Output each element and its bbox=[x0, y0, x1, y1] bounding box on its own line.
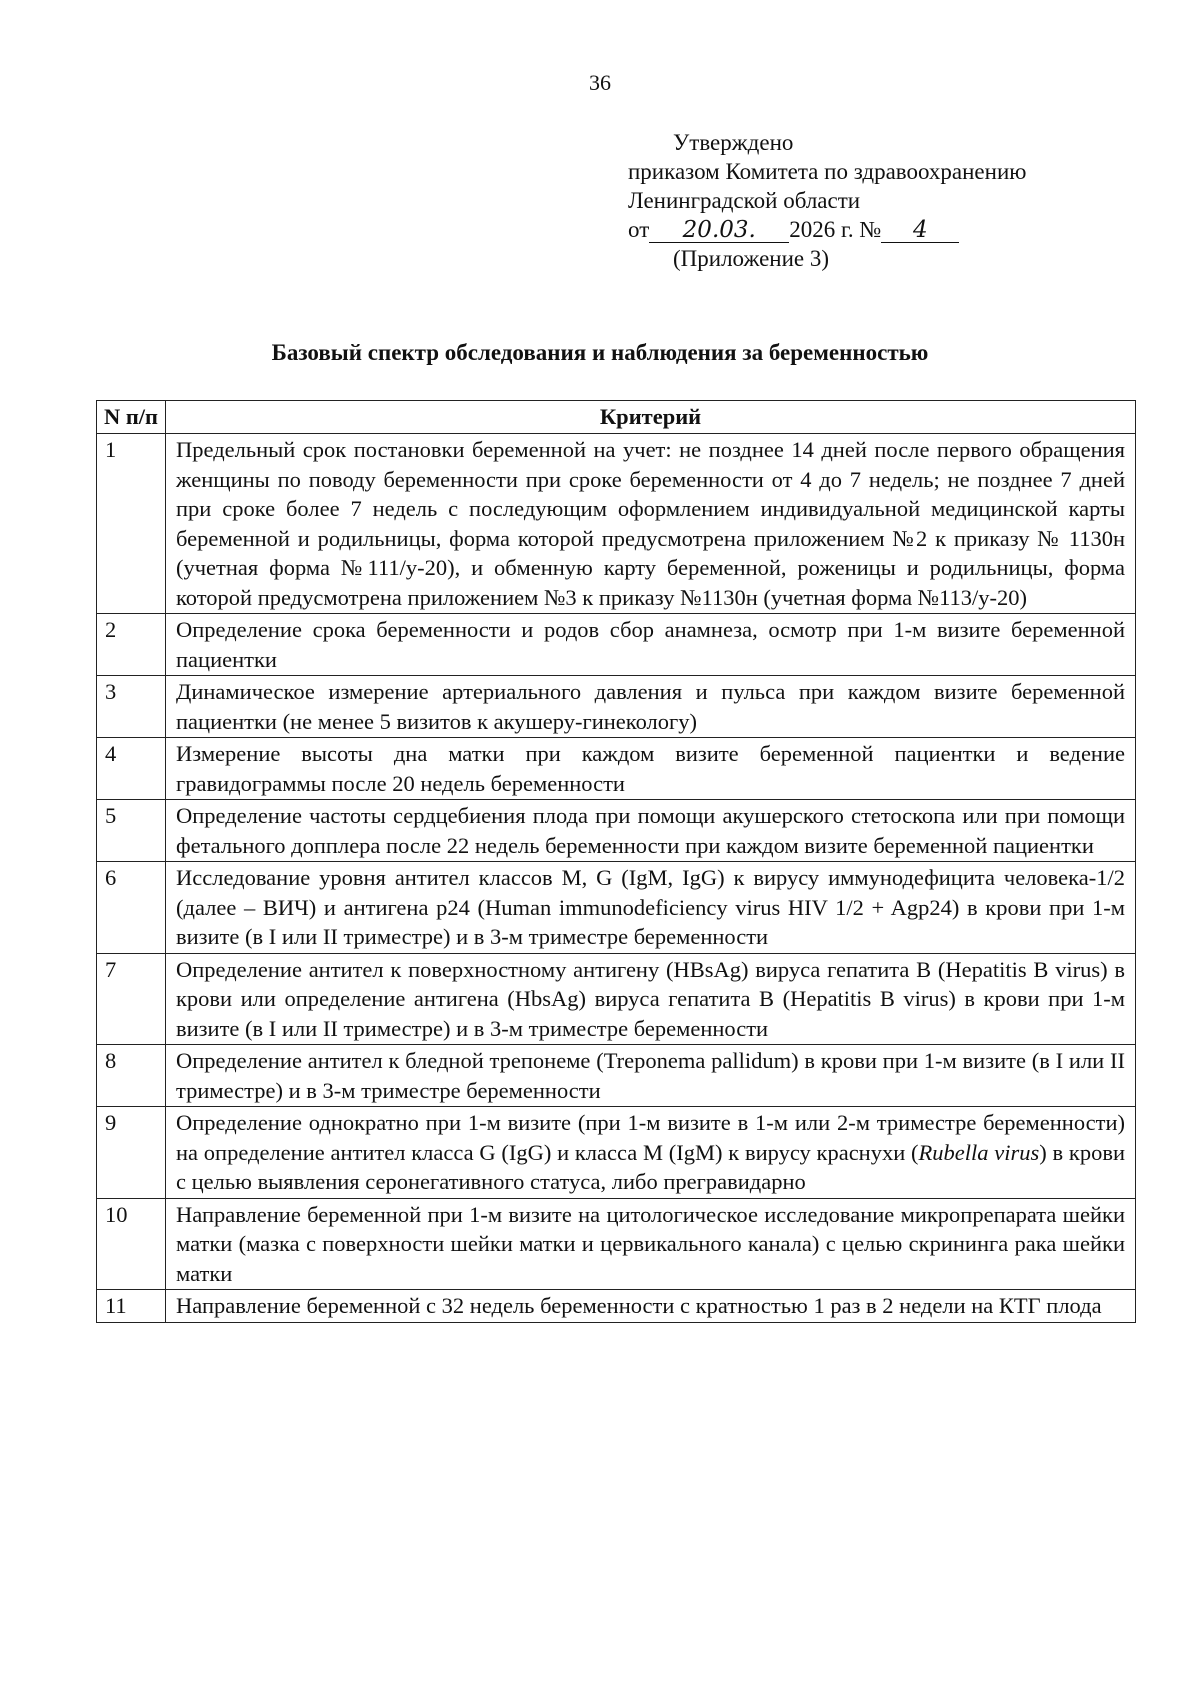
approval-year: 2026 г. № bbox=[789, 217, 882, 242]
row-number: 2 bbox=[97, 614, 166, 676]
approval-order-line: приказом Комитета по здравоохранению bbox=[628, 159, 1027, 184]
row-criterion: Направление беременной при 1-м визите на цитологическое исследование микропрепарата шейки матки (мазка с поверхности шейки матки и цервикального канала) с целью скрининга рака шейки матки bbox=[166, 1198, 1136, 1290]
row-criterion-italic-term: Rubella virus bbox=[918, 1139, 1040, 1165]
table-row bbox=[97, 1198, 1136, 1290]
row-criterion: Определение антител к поверхностному антигену (HBsAg) вируса гепатита B (Hepatitis B virus) в крови или определение антигена (HbsAg) вируса гепатита B (Hepatitis B virus) в крови при 1-м визите (в I или II триместре) и в 3-м триместре беременности bbox=[166, 953, 1136, 1045]
approval-region-line: Ленинградской области bbox=[628, 188, 861, 213]
table-row bbox=[97, 800, 1136, 862]
handwritten-order-number: 4 bbox=[881, 218, 959, 243]
table-row bbox=[97, 953, 1136, 1045]
row-number: 1 bbox=[97, 434, 166, 614]
row-number: 3 bbox=[97, 676, 166, 738]
header-criterion: Критерий bbox=[166, 401, 1136, 434]
row-criterion: Исследование уровня антител классов M, G (IgM, IgG) к вирусу иммунодефицита человека-1/2 (далее – ВИЧ) и антигена p24 (Human immunodeficiency virus HIV 1/2 + Agp24) в крови при 1-м визите (в I или II триместре) и в 3-м триместре беременности bbox=[166, 862, 1136, 954]
row-number: 7 bbox=[97, 953, 166, 1045]
row-number: 10 bbox=[97, 1198, 166, 1290]
approval-approved: Утверждено bbox=[673, 130, 794, 155]
row-criterion: Предельный срок постановки беременной на учет: не позднее 14 дней после первого обращения женщины по поводу беременности при сроке беременности от 4 до 7 недель; не позднее 7 дней при сроке более 7 недель с последующим оформлением индивидуальной медицинской карты беременной и родильницы, форма которой предусмотрена приложением №2 к приказу № 1130н (учетная форма №111/у-20), и обменную карту беременной, роженицы и родильницы, форма которой предусмотрена приложением №3 к приказу №1130н (учетная форма №113/у-20) bbox=[166, 434, 1136, 614]
table-row bbox=[97, 738, 1136, 800]
criteria-table bbox=[96, 400, 1136, 1323]
approval-appendix: (Приложение 3) bbox=[673, 246, 830, 271]
row-criterion: Направление беременной с 32 недель беременности с кратностью 1 раз в 2 недели на КТГ плода bbox=[166, 1290, 1136, 1323]
row-number: 4 bbox=[97, 738, 166, 800]
row-number: 9 bbox=[97, 1107, 166, 1199]
row-number: 5 bbox=[97, 800, 166, 862]
row-number: 11 bbox=[97, 1290, 166, 1323]
row-criterion-text-before: Определение однократно при 1-м визите (при 1-м визите в 1-м или 2-м триместре беременности) на определение антител класса G (IgG) и класса M (IgM) к вирусу краснухи ( bbox=[176, 1110, 1125, 1165]
row-criterion bbox=[166, 1107, 1136, 1199]
row-criterion: Динамическое измерение артериального давления и пульса при каждом визите беременной пациентки (не менее 5 визитов к акушеру-гинекологу) bbox=[166, 676, 1136, 738]
document-title: Базовый спектр обследования и наблюдения за беременностью bbox=[271, 340, 929, 365]
table-row bbox=[97, 1107, 1136, 1199]
row-number: 6 bbox=[97, 862, 166, 954]
page-number: 36 bbox=[589, 70, 611, 95]
table-row bbox=[97, 434, 1136, 614]
table-row bbox=[97, 1290, 1136, 1323]
row-criterion: Определение срока беременности и родов сбор анамнеза, осмотр при 1-м визите беременной пациентки bbox=[166, 614, 1136, 676]
approval-from-prefix: от bbox=[628, 217, 650, 242]
row-number: 8 bbox=[97, 1045, 166, 1107]
row-criterion: Определение антител к бледной трепонеме (Treponema pallidum) в крови при 1-м визите (в I или II триместре) и в 3-м триместре беременности bbox=[166, 1045, 1136, 1107]
table-row bbox=[97, 676, 1136, 738]
handwritten-date: 20.03. bbox=[649, 218, 789, 243]
row-criterion: Измерение высоты дна матки при каждом визите беременной пациентки и ведение гравидограммы после 20 недель беременности bbox=[166, 738, 1136, 800]
table-header-row bbox=[97, 401, 1136, 434]
approval-date-line bbox=[628, 215, 1026, 244]
table-row bbox=[97, 862, 1136, 954]
row-criterion-text-after: ) в крови с целью выявления серонегативного статуса, либо прегравидарно bbox=[176, 1139, 1125, 1194]
table-row bbox=[97, 614, 1136, 676]
header-number: N п/п bbox=[97, 401, 166, 434]
row-criterion: Определение частоты сердцебиения плода при помощи акушерского стетоскопа или при помощи фетального допплера после 22 недель беременности при каждом визите беременной пациентки bbox=[166, 800, 1136, 862]
approval-block bbox=[628, 128, 1026, 273]
table-row bbox=[97, 1045, 1136, 1107]
